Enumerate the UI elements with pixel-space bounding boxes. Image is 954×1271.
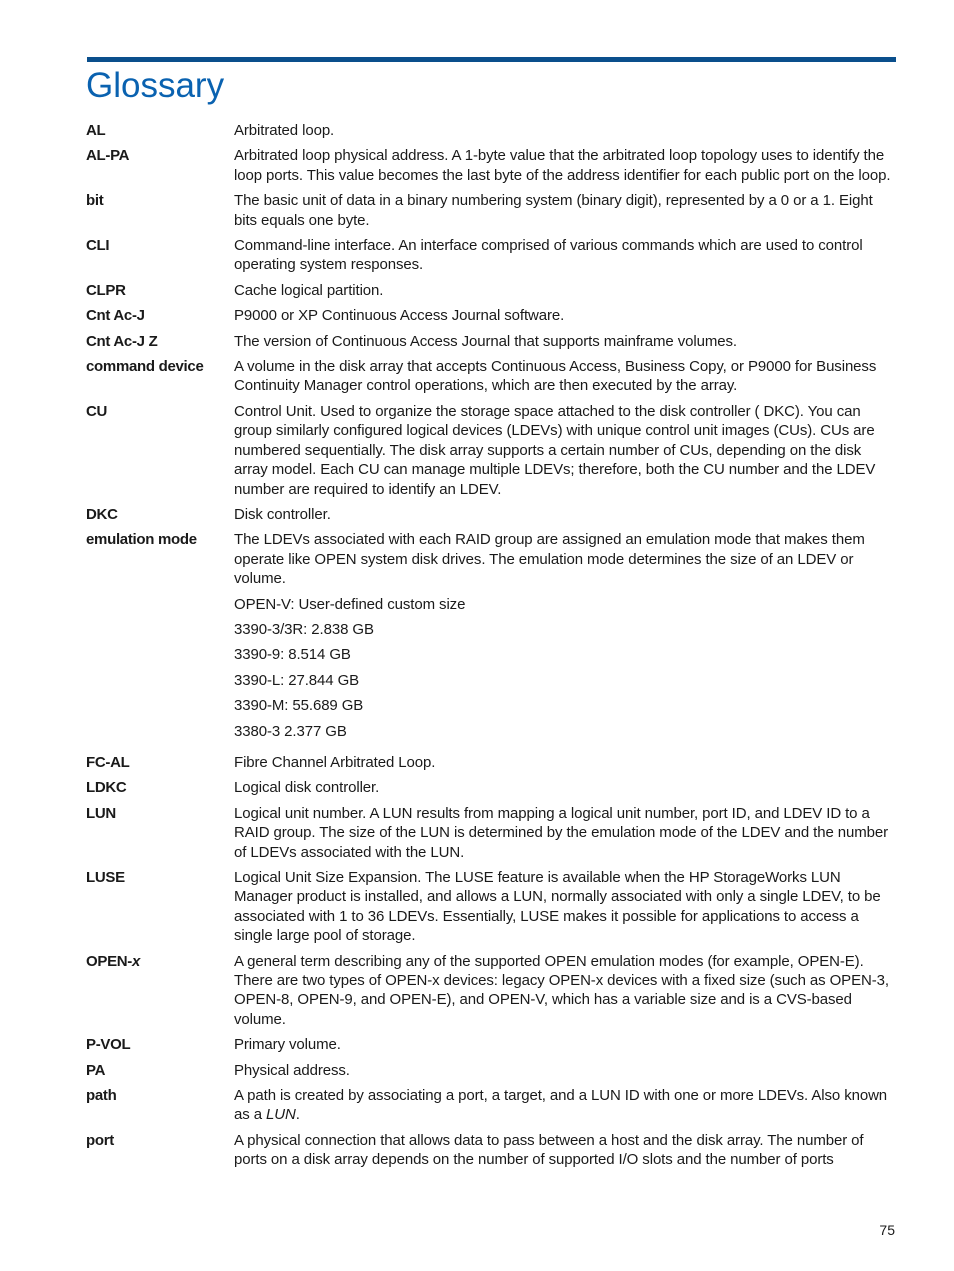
page-number: 75 bbox=[879, 1222, 895, 1238]
glossary-definition: Logical Unit Size Expansion. The LUSE feature is available when the HP StorageWorks LUN Manager product is installed, and allows a LUN, normally associated with only a single LDEV, to be associated with 1 to 36 LDEVs. Essentially, LUSE makes it possible for applications to access a single large pool of storage. bbox=[234, 869, 881, 945]
glossary-definition: P9000 or XP Continuous Access Journal software. bbox=[234, 307, 565, 325]
emulation-size-item: OPEN-V: User-defined custom size bbox=[234, 595, 466, 613]
glossary-entry bbox=[86, 804, 896, 862]
glossary-definition: Command-line interface. An interface comprised of various commands which are used to control operating system responses. bbox=[234, 237, 863, 274]
emulation-size-item: 3390-3/3R: 2.838 GB bbox=[234, 620, 374, 638]
glossary-term: emulation mode bbox=[86, 531, 197, 549]
glossary-entry bbox=[86, 281, 896, 300]
glossary-term: AL bbox=[86, 122, 106, 139]
glossary-term: port bbox=[86, 1131, 114, 1149]
glossary-entry bbox=[86, 306, 896, 325]
glossary-entry bbox=[86, 1131, 896, 1170]
definition-text: A path is created by associating a port, a target, and a LUN ID with one or more LDEVs. Also known as a bbox=[234, 1087, 888, 1124]
glossary-term: LDKC bbox=[86, 779, 127, 797]
glossary-definition: Physical address. bbox=[234, 1061, 350, 1079]
glossary-definition: Arbitrated loop physical address. A 1-byte value that the arbitrated loop topology uses to identify the loop ports. This value becomes the last byte of the address identifier for each public port on the loop. bbox=[234, 147, 891, 184]
glossary-term: PA bbox=[86, 1061, 106, 1079]
glossary-definition: Fibre Channel Arbitrated Loop. bbox=[234, 753, 436, 771]
glossary-entry bbox=[86, 1035, 896, 1054]
glossary-definition: Arbitrated loop. bbox=[234, 122, 335, 139]
glossary-entry bbox=[86, 357, 896, 396]
definition-italic: LUN bbox=[266, 1106, 296, 1124]
glossary-definition: Disk controller. bbox=[234, 505, 331, 523]
glossary-term: path bbox=[86, 1087, 117, 1105]
page-title: Glossary bbox=[86, 66, 225, 105]
emulation-size-item: 3390-M: 55.689 GB bbox=[234, 697, 364, 715]
emulation-size-item: 3390-9: 8.514 GB bbox=[234, 646, 351, 664]
glossary-definition: The basic unit of data in a binary numbering system (binary digit), represented by a 0 or a 1. Eight bits equals one byte. bbox=[234, 192, 873, 229]
term-italic: x bbox=[132, 952, 141, 970]
glossary-term: P-VOL bbox=[86, 1036, 131, 1054]
emulation-size-item: 3390-L: 27.844 GB bbox=[234, 671, 360, 689]
glossary-term: LUSE bbox=[86, 869, 125, 886]
glossary-entry bbox=[86, 952, 896, 1030]
glossary-entry bbox=[86, 236, 896, 275]
glossary-definition: Control Unit. Used to organize the storage space attached to the disk controller ( DKC). You can group similarly configured logical devices (LDEVs) with unique control unit images (CUs). CUs are numbered sequentially. The disk array supports a certain number of CUs, depending on the disk array model. Each CU can manage multiple LDEVs; therefore, both the CU number and the LDEV number are required to identify an LDEV. bbox=[234, 402, 876, 498]
glossary-definition: Logical disk controller. bbox=[234, 779, 380, 797]
glossary-entry bbox=[86, 402, 896, 499]
glossary-term: LUN bbox=[86, 804, 116, 822]
glossary-term: Cnt Ac-J Z bbox=[86, 332, 158, 350]
glossary-entry bbox=[86, 332, 896, 351]
glossary-entry bbox=[86, 191, 896, 230]
glossary-definition: Primary volume. bbox=[234, 1036, 341, 1054]
glossary-definition: The LDEVs associated with each RAID group are assigned an emulation mode that makes them operate like OPEN system disk drives. The emulation mode determines the size of an LDEV or volume. bbox=[234, 531, 865, 588]
glossary-definition: The version of Continuous Access Journal that supports mainframe volumes. bbox=[234, 332, 737, 350]
glossary-entry bbox=[86, 505, 896, 524]
glossary-term bbox=[86, 952, 234, 1030]
term-prefix: OPEN- bbox=[86, 952, 133, 970]
glossary-term: FC-AL bbox=[86, 753, 130, 771]
glossary-term: Cnt Ac-J bbox=[86, 307, 145, 325]
glossary-definition bbox=[234, 1086, 896, 1125]
definition-suffix: . bbox=[295, 1106, 300, 1124]
glossary-term: CU bbox=[86, 402, 108, 420]
glossary-list bbox=[86, 121, 896, 1176]
glossary-entry bbox=[86, 778, 896, 797]
glossary-term: bit bbox=[86, 192, 104, 210]
glossary-term: CLPR bbox=[86, 281, 126, 299]
glossary-term: CLI bbox=[86, 237, 110, 255]
glossary-entry bbox=[86, 868, 896, 946]
glossary-definition: Logical unit number. A LUN results from mapping a logical unit number, port ID, and LDEV ID to a RAID group. The size of the LUN is determined by the emulation mode of the LDEV and the number of LDEVs associated with the LUN. bbox=[234, 804, 889, 861]
glossary-entry bbox=[86, 1061, 896, 1080]
glossary-definition: A physical connection that allows data to pass between a host and the disk array. The number of ports on a disk array depends on the number of supported I/O slots and the number of ports bbox=[234, 1131, 864, 1169]
glossary-definition: A general term describing any of the supported OPEN emulation modes (for example, OPEN-E). There are two types of OPEN-x devices: legacy OPEN-x devices with a fixed size (such as OPEN-3, OPEN-8, OPEN-9, and OPEN-E), and OPEN-V, which has a variable size and is a CVS-based volume. bbox=[234, 952, 889, 1028]
glossary-entry bbox=[86, 121, 896, 140]
glossary-term: command device bbox=[86, 358, 204, 376]
glossary-term: AL-PA bbox=[86, 147, 130, 165]
glossary-entry bbox=[86, 530, 896, 747]
glossary-entry bbox=[86, 1086, 896, 1125]
glossary-term: DKC bbox=[86, 505, 118, 523]
emulation-size-item: 3380-3 2.377 GB bbox=[234, 722, 347, 740]
glossary-definition: A volume in the disk array that accepts Continuous Access, Business Copy, or P9000 for Business Continuity Manager control operations, which are then executed by the array. bbox=[234, 358, 877, 395]
glossary-entry bbox=[86, 753, 896, 772]
glossary-definition: Cache logical partition. bbox=[234, 281, 384, 299]
glossary-entry bbox=[86, 146, 896, 185]
